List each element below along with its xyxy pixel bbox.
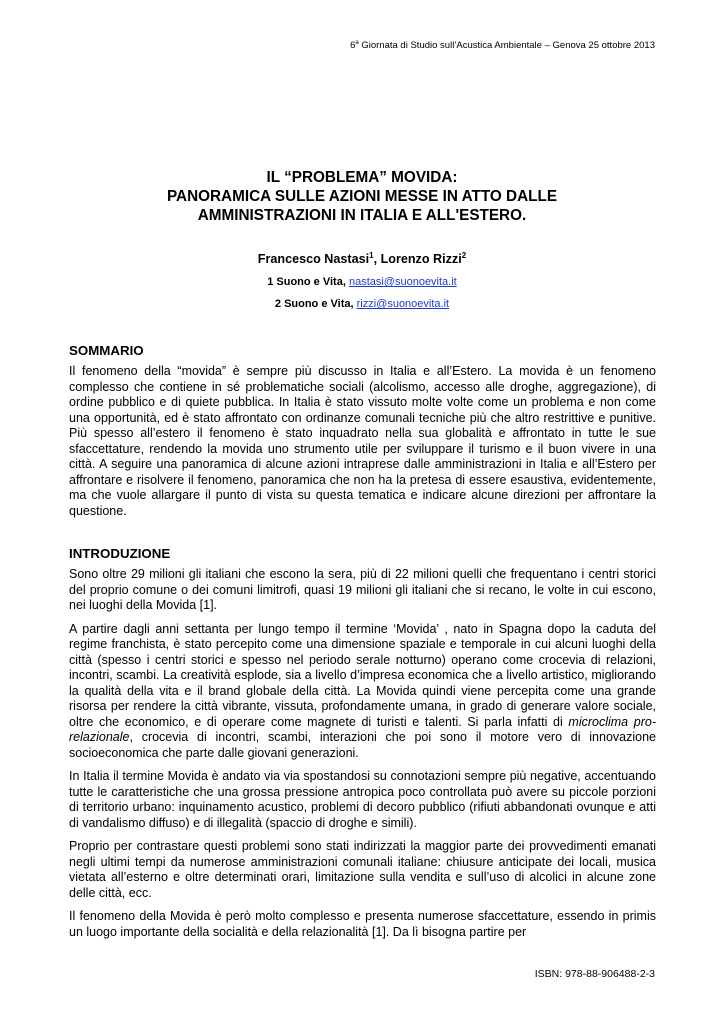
intro-p2-after: , crocevia di incontri, scambi, interazioni che poi sono il motore vero di innovazione socioeconomica che parte dalle giovani generazioni. [69,730,656,760]
section-spacer [69,527,656,546]
affiliation-1 [69,276,655,288]
header-text: Giornata di Studio sull’Acustica Ambientale – Genova 25 ottobre 2013 [358,40,655,52]
sommario-paragraph: Il fenomeno della “movida” è sempre più discusso in Italia e all’Estero. La movida è un fenomeno complesso che contiene in sé problematiche sociali (alcolismo, accesso alle droghe, aggregazione), di ordine pubblico e di quiete pubblica. In Italia è stato vissuto molte volte come un problema e non come una opportunità, ed è stato affrontato con ordinanze comunali tecniche più che altro restrittive e punitive. Più spesso all’estero il fenomeno è stato inquadrato nella sua globalità e affrontato in tutte le sue sfaccettature, rendendo la movida uno strumento utile per sviluppare il turismo e il buon vivere in una città. A seguire una panoramica di alcune azioni intraprese dalle amministrazioni in Italia e all’Estero per affrontare e risolvere il fenomeno, panoramica che non ha la pretesa di essere esaustiva, evidentemente, ma che vuole allargare il punto di vista su questa tematica e indicare alcune direzioni per affrontare la questione. [69,364,656,518]
title-line-3: AMMINISTRAZIONI IN ITALIA E ALL'ESTERO. [197,207,527,224]
running-header [350,40,655,51]
intro-p2-emphasis: microclima pro-relazionale [69,714,656,744]
affiliation-2 [69,298,655,310]
affiliation-2-email-link[interactable]: rizzi@suonoevita.it [356,298,450,311]
author-list [69,251,655,266]
author-1-sup: 1 [369,251,374,260]
affiliation-1-prefix: 1 Suono e Vita, [267,276,349,289]
intro-p2-before: A partire dagli anni settanta per lungo tempo il termine ‘Movida’ , nato in Spagna dopo la caduta del regime franchista, è stato percepito come una dimensione spaziale e temporale in cui alcuni luoghi della città (spesso i centri storici e spesso nel periodo serale notturno) operano come crocevia di relazioni, incontri, scambi. La creatività esplode, sia a livello d’impresa economica che a livello artistico, migliorando la qualità della vita e il brand globale della città. La Movida quindi viene percepita come una grande risorsa per rendere la città vibrante, vissuta, profondamente umana, in grado di generare valore sociale, oltre che economico, e di operare come magnete di turisti e talenti. Si parla infatti di [69,621,656,729]
title-block [69,168,655,310]
author-2-name: Lorenzo Rizzi [380,252,462,267]
main-content [69,343,656,948]
intro-paragraph-4: Proprio per contrastare questi problemi sono stati indirizzati la maggior parte dei provvedimenti emanati negli ultimi tempi da numerose amministrazioni comunali italiane: chiusure anticipate dei locali, musica vietata all’esterno e oltre determinati orari, limitazione sulla vendita e sull’uso di alcolici in alcune zone delle città, ecc. [69,839,656,900]
header-ordinal: 6 [350,40,356,52]
paper-title [69,168,655,225]
header-ordinal-sup: a [355,40,359,46]
section-heading-introduzione: INTRODUZIONE [69,546,171,561]
title-line-2: PANORAMICA SULLE AZIONI MESSE IN ATTO DALLE [166,188,558,205]
intro-paragraph-3: In Italia il termine Movida è andato via via spostandosi su connotazioni sempre più negative, accentuando tutte le caratteristiche che una grossa pressione antropica poco controllata può avere su piccole porzioni di territorio urbano: inquinamento acustico, problemi di decoro pubblico (rifiuti abbandonati ovunque e atti di vandalismo diffuso) e di illegalità (spaccio di droghe e simili). [69,769,656,830]
author-1-name: Francesco Nastasi [257,252,370,267]
isbn-footer: ISBN: 978-88-906488-2-3 [534,968,655,980]
section-heading-sommario: SOMMARIO [69,343,144,358]
intro-paragraph-5: Il fenomeno della Movida è però molto complesso e presenta numerose sfaccettature, essendo in primis un luogo importante della socialità e della relazionalità [1]. Da lì bisogna partire per [69,909,656,939]
title-line-1: IL “PROBLEMA” MOVIDA: [266,169,458,186]
affiliation-2-prefix: 2 Suono e Vita, [274,298,357,311]
author-2-sup: 2 [461,251,467,260]
author-separator: , [373,252,381,267]
intro-paragraph-1: Sono oltre 29 milioni gli italiani che escono la sera, più di 22 milioni quelli che frequentano i centri storici del proprio comune o dei comuni limitrofi, quasi 19 milioni gli italiani che si recano, le volte in cui escono, nei luoghi della Movida [1]. [69,567,656,612]
intro-paragraph-2 [69,622,656,762]
affiliation-1-email-link[interactable]: nastasi@suonoevita.it [348,276,457,289]
